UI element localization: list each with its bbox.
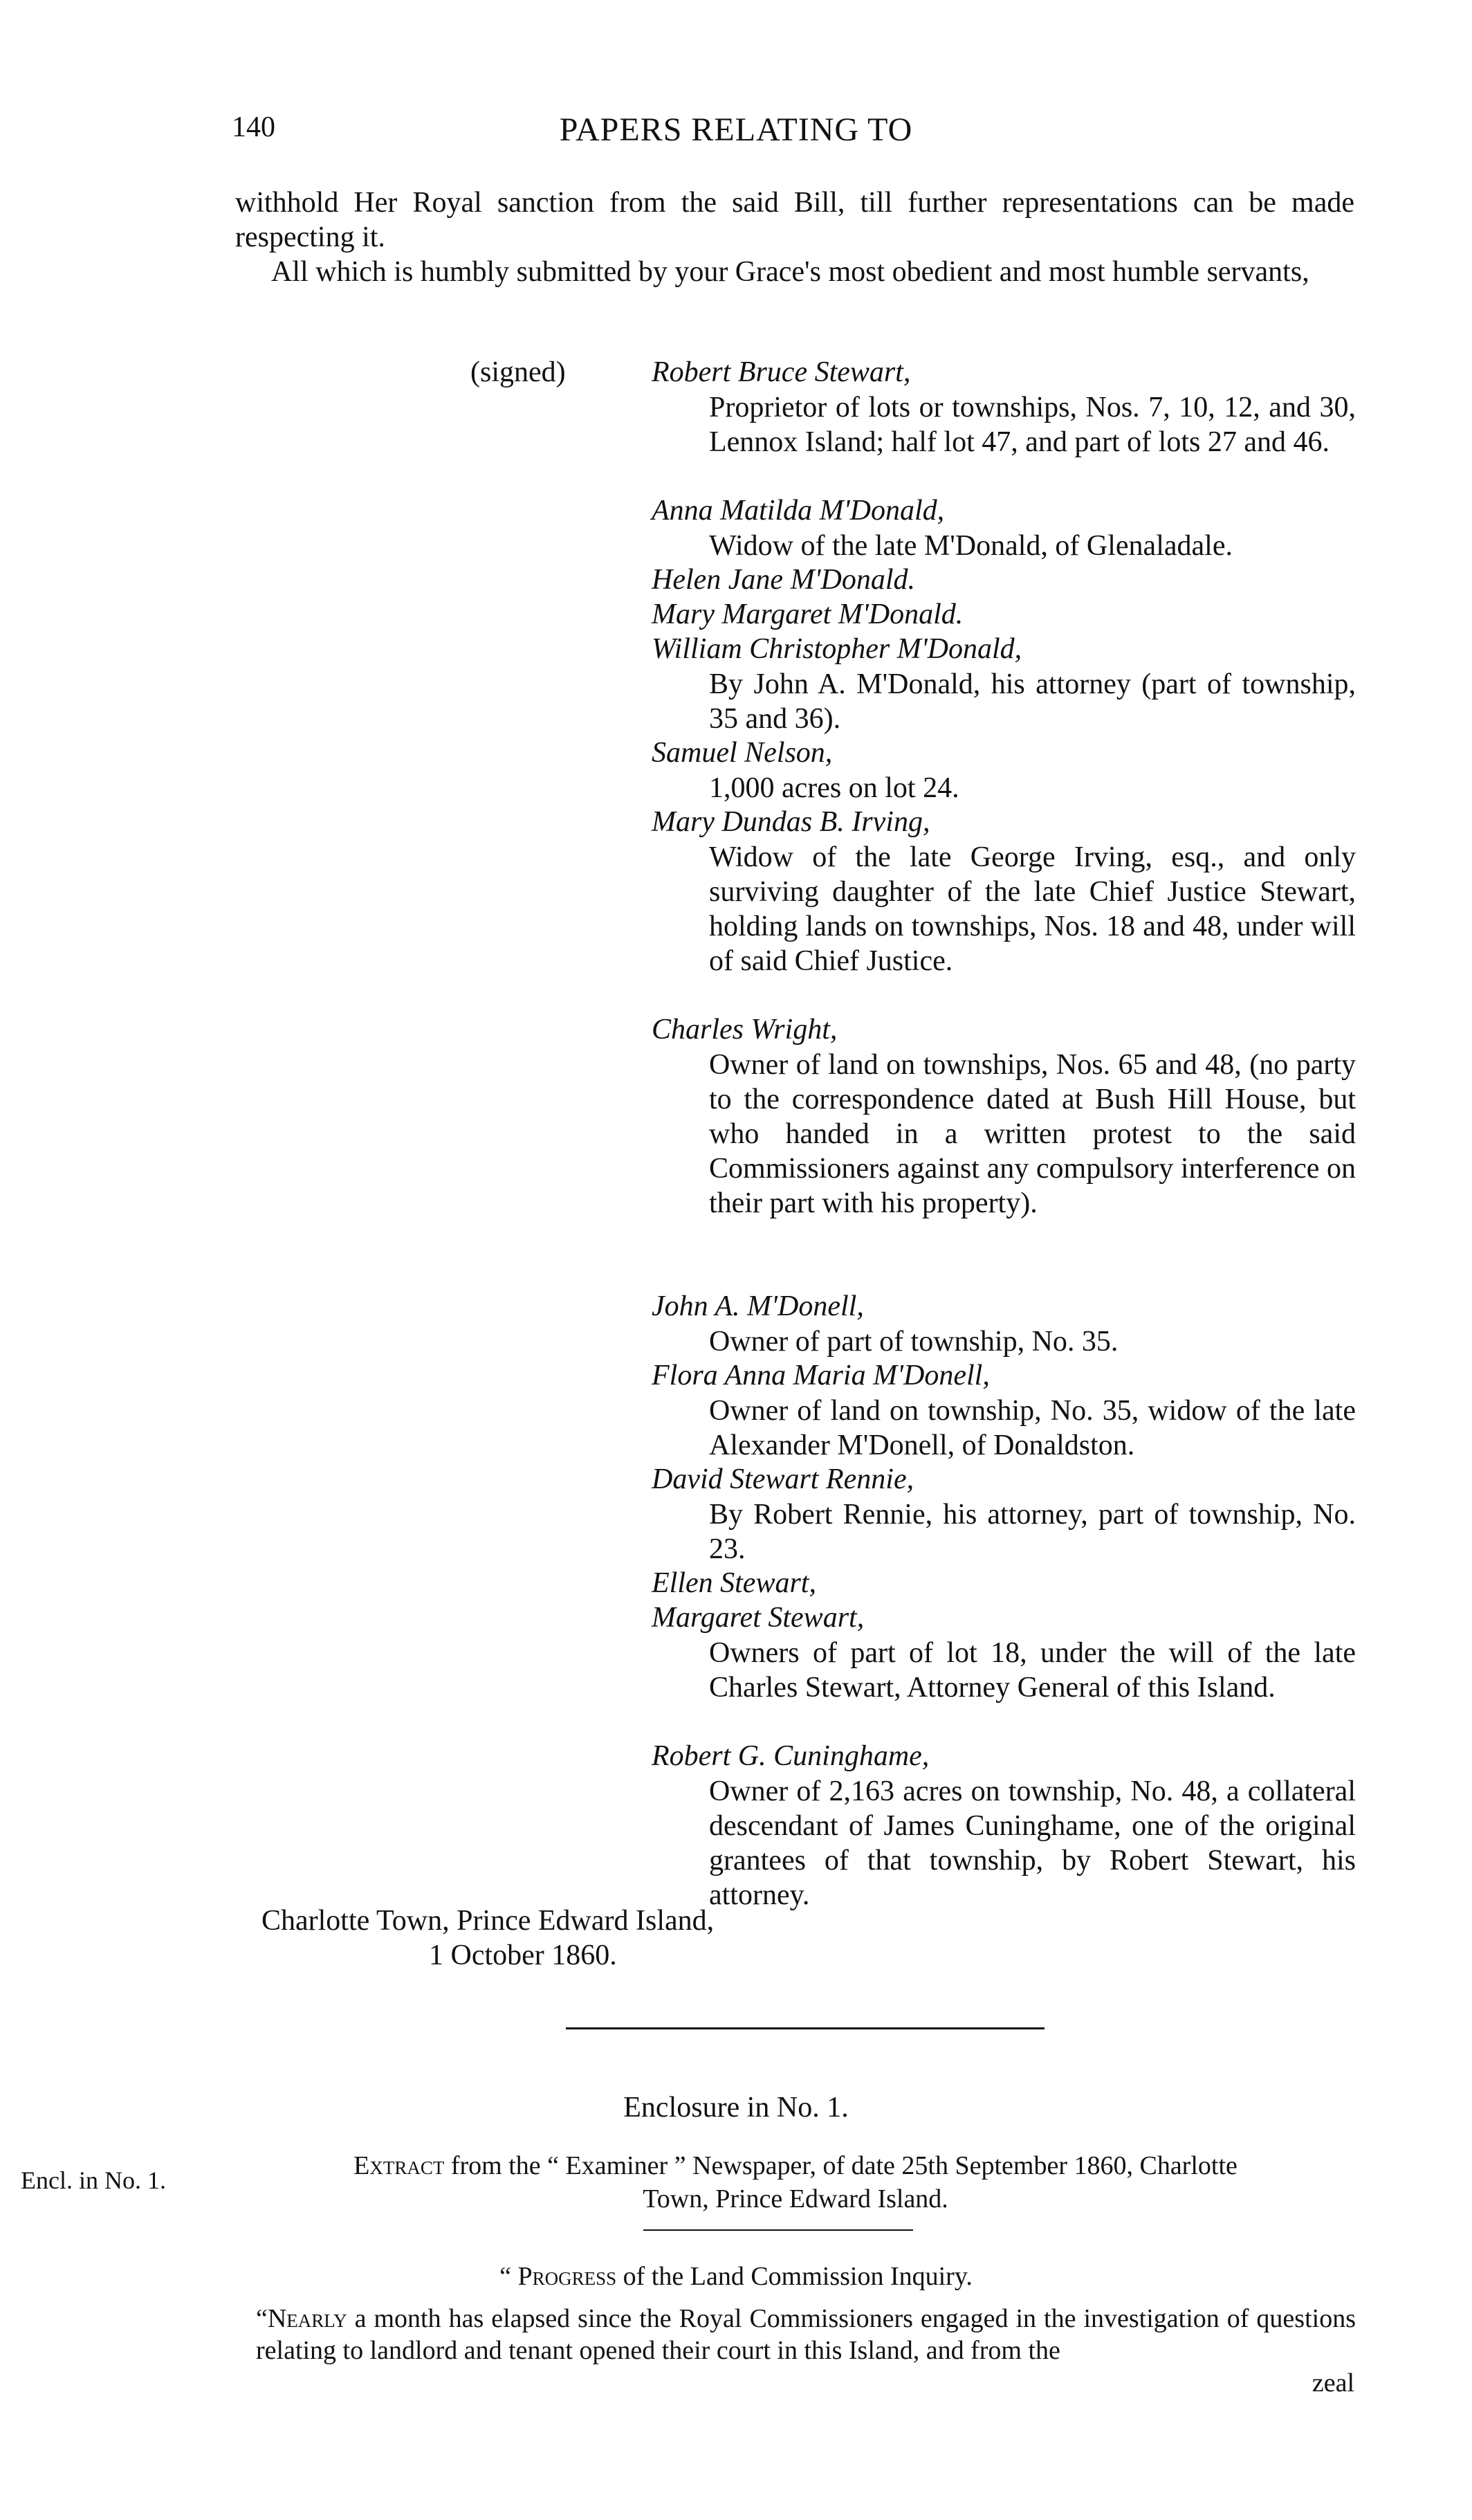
signatory-name: Anna Matilda M'Donald,	[652, 495, 945, 527]
signatory-description: Owner of 2,163 acres on township, No. 48, a collateral descendant of James Cuninghame, one of the original grantees of that township, by Robert Stewart, his attorney.	[709, 1775, 1356, 1911]
progress-lead: “ Progress	[499, 2262, 617, 2291]
body-lead: “Nearly	[256, 2304, 347, 2333]
signatory-description: Owner of land on township, No. 35, widow of the late Alexander M'Donell, of Donaldston.	[709, 1395, 1356, 1461]
signatory-description: Widow of the late George Irving, esq., and only surviving daughter of the late Chief Justice Stewart, holding lands on townships, Nos. 18 and 48, under will of said Chief Justice.	[709, 841, 1356, 977]
signatory-name: Helen Jane M'Donald.	[652, 564, 916, 596]
section-divider	[566, 2027, 1045, 2029]
submission-paragraph: All which is humbly submitted by your Grace's most obedient and most humble servants,	[271, 256, 1309, 288]
signatory-name: Robert Bruce Stewart,	[652, 356, 911, 388]
signatory-name: Margaret Stewart,	[652, 1602, 865, 1634]
signatory-description: Widow of the late M'Donald, of Glenaladale.	[709, 530, 1233, 562]
signatory-name: Robert G. Cuninghame,	[652, 1740, 930, 1772]
margin-note: Encl. in No. 1.	[21, 2166, 166, 2194]
signatory-description: Proprietor of lots or townships, Nos. 7, 10, 12, and 30, Lennox Island; half lot 47, and part of lots 27 and 46.	[709, 392, 1356, 458]
article-body	[256, 2303, 1356, 2366]
short-divider	[643, 2229, 913, 2231]
article-title	[0, 2261, 1472, 2292]
signatory-description: By Robert Rennie, his attorney, part of township, No. 23.	[709, 1499, 1356, 1565]
opening-paragraph: withhold Her Royal sanction from the said Bill, till further representations can be made respecting it.	[235, 187, 1354, 253]
date-line: 1 October 1860.	[429, 1939, 617, 1971]
signatory-description: Owner of land on townships, Nos. 65 and 48, (no party to the correspondence dated at Bush Hill House, but who handed in a written protest to the said Commissioners against any compulsory interference on their part with his property).	[709, 1049, 1356, 1219]
extract-rest: from the “ Examiner ” Newspaper, of date 25th September 1860, Charlotte Town, Prince Edward Island.	[444, 2151, 1238, 2213]
signatory-description: 1,000 acres on lot 24.	[709, 772, 959, 804]
signatory-description: Owner of part of township, No. 35.	[709, 1326, 1119, 1358]
signatory-description: By John A. M'Donald, his attorney (part of township, 35 and 36).	[709, 668, 1356, 735]
body-rest: a month has elapsed since the Royal Commissioners engaged in the investigation of questions relating to landlord and tenant opened their court in this Island, and from the	[256, 2304, 1356, 2365]
signatory-name: Charles Wright,	[652, 1014, 838, 1046]
signatory-description: Owners of part of lot 18, under the will of the late Charles Stewart, Attorney General of this Island.	[709, 1637, 1356, 1704]
signed-label: (signed)	[470, 356, 566, 388]
signatory-name: John A. M'Donell,	[652, 1290, 864, 1322]
signatory-name: Mary Margaret M'Donald.	[652, 599, 964, 630]
signatory-name: Samuel Nelson,	[652, 737, 833, 769]
place-line: Charlotte Town, Prince Edward Island,	[261, 1905, 715, 1937]
extract-lead: Extract	[353, 2151, 445, 2180]
page-number: 140	[232, 111, 275, 143]
running-head: PAPERS RELATING TO	[559, 111, 913, 148]
signatory-name: Flora Anna Maria M'Donell,	[652, 1360, 990, 1391]
extract-heading	[318, 2149, 1273, 2216]
signatory-name: David Stewart Rennie,	[652, 1463, 914, 1495]
progress-rest: of the Land Commission Inquiry.	[616, 2262, 973, 2291]
signatory-name: Ellen Stewart,	[652, 1567, 816, 1599]
signatory-name: William Christopher M'Donald,	[652, 633, 1022, 665]
catchword: zeal	[1312, 2368, 1354, 2398]
enclosure-title: Enclosure in No. 1.	[623, 2092, 849, 2124]
signatory-name: Mary Dundas B. Irving,	[652, 806, 930, 838]
